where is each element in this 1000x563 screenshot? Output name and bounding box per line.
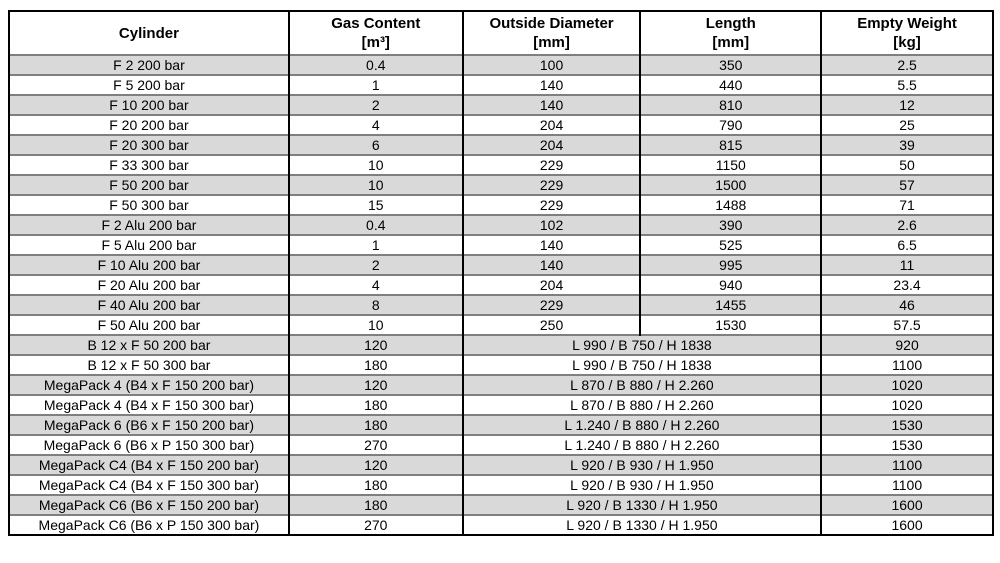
cell-dimensions: L 990 / B 750 / H 1838 <box>463 355 821 375</box>
cell-length: 810 <box>640 95 821 115</box>
cell-cylinder: B 12 x F 50 200 bar <box>10 335 289 355</box>
table-row <box>10 515 992 534</box>
cell-cylinder: F 40 Alu 200 bar <box>10 295 289 315</box>
cell-length: 1455 <box>640 295 821 315</box>
cell-gas-content: 4 <box>289 275 463 295</box>
cell-outside-diameter: 140 <box>463 255 641 275</box>
spec-table <box>10 12 992 534</box>
table-row <box>10 175 992 195</box>
cell-gas-content: 180 <box>289 395 463 415</box>
cell-empty-weight: 71 <box>821 195 992 215</box>
cell-dimensions: L 920 / B 1330 / H 1.950 <box>463 495 821 515</box>
cell-length: 995 <box>640 255 821 275</box>
cell-empty-weight: 1020 <box>821 375 992 395</box>
cell-empty-weight: 46 <box>821 295 992 315</box>
table-row <box>10 375 992 395</box>
cell-gas-content: 120 <box>289 455 463 475</box>
cell-dimensions: L 1.240 / B 880 / H 2.260 <box>463 435 821 455</box>
cell-empty-weight: 5.5 <box>821 75 992 95</box>
cell-gas-content: 270 <box>289 435 463 455</box>
cell-outside-diameter: 204 <box>463 135 641 155</box>
column-header-length <box>640 12 821 55</box>
cell-cylinder: MegaPack C6 (B6 x F 150 200 bar) <box>10 495 289 515</box>
cell-empty-weight: 39 <box>821 135 992 155</box>
cell-outside-diameter: 100 <box>463 55 641 75</box>
column-unit: [mm] <box>533 34 570 51</box>
cell-dimensions: L 870 / B 880 / H 2.260 <box>463 375 821 395</box>
cell-gas-content: 10 <box>289 175 463 195</box>
cell-dimensions: L 920 / B 1330 / H 1.950 <box>463 515 821 534</box>
cell-empty-weight: 1600 <box>821 515 992 534</box>
table-row <box>10 415 992 435</box>
cell-cylinder: MegaPack C4 (B4 x F 150 300 bar) <box>10 475 289 495</box>
table-row <box>10 255 992 275</box>
column-header-empty-weight <box>821 12 992 55</box>
cell-gas-content: 0.4 <box>289 215 463 235</box>
cell-outside-diameter: 229 <box>463 155 641 175</box>
cell-gas-content: 1 <box>289 235 463 255</box>
table-header <box>10 12 992 55</box>
cell-empty-weight: 1100 <box>821 455 992 475</box>
cell-empty-weight: 6.5 <box>821 235 992 255</box>
cell-empty-weight: 57.5 <box>821 315 992 335</box>
cell-empty-weight: 25 <box>821 115 992 135</box>
cell-length: 1150 <box>640 155 821 175</box>
table-row <box>10 395 992 415</box>
cell-gas-content: 10 <box>289 315 463 335</box>
table-row <box>10 335 992 355</box>
table-row <box>10 475 992 495</box>
cell-gas-content: 15 <box>289 195 463 215</box>
cell-cylinder: F 5 Alu 200 bar <box>10 235 289 255</box>
cell-outside-diameter: 204 <box>463 115 641 135</box>
table-row <box>10 295 992 315</box>
column-label: Gas Content <box>331 15 421 32</box>
cell-length: 940 <box>640 275 821 295</box>
cell-outside-diameter: 229 <box>463 195 641 215</box>
cell-gas-content: 180 <box>289 415 463 435</box>
cell-empty-weight: 57 <box>821 175 992 195</box>
cell-length: 815 <box>640 135 821 155</box>
cell-gas-content: 2 <box>289 255 463 275</box>
column-label: Outside Diameter <box>489 15 614 32</box>
table-row <box>10 455 992 475</box>
cell-cylinder: MegaPack 6 (B6 x P 150 300 bar) <box>10 435 289 455</box>
cell-cylinder: F 20 300 bar <box>10 135 289 155</box>
cylinder-spec-table <box>8 10 994 536</box>
cell-length: 790 <box>640 115 821 135</box>
cell-length: 1530 <box>640 315 821 335</box>
cell-cylinder: MegaPack 4 (B4 x F 150 300 bar) <box>10 395 289 415</box>
cell-cylinder: MegaPack C6 (B6 x P 150 300 bar) <box>10 515 289 534</box>
cell-gas-content: 270 <box>289 515 463 534</box>
cell-empty-weight: 50 <box>821 155 992 175</box>
cell-empty-weight: 11 <box>821 255 992 275</box>
cell-empty-weight: 2.6 <box>821 215 992 235</box>
table-row <box>10 355 992 375</box>
column-header-gas-content <box>289 12 463 55</box>
column-header-outside-diameter <box>463 12 641 55</box>
column-label: Length <box>705 15 756 32</box>
cell-cylinder: F 50 Alu 200 bar <box>10 315 289 335</box>
cell-outside-diameter: 204 <box>463 275 641 295</box>
cell-empty-weight: 2.5 <box>821 55 992 75</box>
cell-gas-content: 6 <box>289 135 463 155</box>
cell-dimensions: L 990 / B 750 / H 1838 <box>463 335 821 355</box>
cell-length: 350 <box>640 55 821 75</box>
table-row <box>10 135 992 155</box>
cell-outside-diameter: 140 <box>463 235 641 255</box>
cell-empty-weight: 1020 <box>821 395 992 415</box>
cell-cylinder: F 20 Alu 200 bar <box>10 275 289 295</box>
table-row <box>10 95 992 115</box>
cell-length: 1488 <box>640 195 821 215</box>
cell-empty-weight: 1100 <box>821 355 992 375</box>
cell-gas-content: 8 <box>289 295 463 315</box>
cell-gas-content: 120 <box>289 335 463 355</box>
table-body <box>10 55 992 534</box>
cell-outside-diameter: 229 <box>463 295 641 315</box>
cell-outside-diameter: 140 <box>463 75 641 95</box>
cell-cylinder: F 2 200 bar <box>10 55 289 75</box>
cell-gas-content: 180 <box>289 355 463 375</box>
cell-outside-diameter: 250 <box>463 315 641 335</box>
cell-gas-content: 2 <box>289 95 463 115</box>
cell-dimensions: L 920 / B 930 / H 1.950 <box>463 475 821 495</box>
cell-length: 440 <box>640 75 821 95</box>
cell-empty-weight: 1530 <box>821 435 992 455</box>
table-row <box>10 115 992 135</box>
cell-gas-content: 120 <box>289 375 463 395</box>
cell-empty-weight: 1100 <box>821 475 992 495</box>
cell-empty-weight: 23.4 <box>821 275 992 295</box>
cell-empty-weight: 920 <box>821 335 992 355</box>
table-row <box>10 55 992 75</box>
table-row <box>10 75 992 95</box>
table-header-row <box>10 12 992 55</box>
table-row <box>10 215 992 235</box>
cell-cylinder: MegaPack 4 (B4 x F 150 200 bar) <box>10 375 289 395</box>
cell-cylinder: F 10 Alu 200 bar <box>10 255 289 275</box>
cell-gas-content: 1 <box>289 75 463 95</box>
cell-cylinder: MegaPack 6 (B6 x F 150 200 bar) <box>10 415 289 435</box>
cell-gas-content: 4 <box>289 115 463 135</box>
cell-cylinder: MegaPack C4 (B4 x F 150 200 bar) <box>10 455 289 475</box>
cell-cylinder: F 5 200 bar <box>10 75 289 95</box>
table-row <box>10 195 992 215</box>
cell-dimensions: L 870 / B 880 / H 2.260 <box>463 395 821 415</box>
table-row <box>10 495 992 515</box>
cell-cylinder: B 12 x F 50 300 bar <box>10 355 289 375</box>
cell-length: 525 <box>640 235 821 255</box>
cell-dimensions: L 920 / B 930 / H 1.950 <box>463 455 821 475</box>
cell-cylinder: F 50 200 bar <box>10 175 289 195</box>
cell-outside-diameter: 140 <box>463 95 641 115</box>
cell-cylinder: F 2 Alu 200 bar <box>10 215 289 235</box>
cell-empty-weight: 1600 <box>821 495 992 515</box>
table-row <box>10 275 992 295</box>
cell-cylinder: F 10 200 bar <box>10 95 289 115</box>
column-label: Cylinder <box>118 24 179 42</box>
table-row <box>10 235 992 255</box>
table-row <box>10 155 992 175</box>
table-row <box>10 435 992 455</box>
column-unit: [m³] <box>361 34 390 51</box>
cell-gas-content: 0.4 <box>289 55 463 75</box>
cell-empty-weight: 12 <box>821 95 992 115</box>
cell-cylinder: F 50 300 bar <box>10 195 289 215</box>
cell-outside-diameter: 229 <box>463 175 641 195</box>
cell-empty-weight: 1530 <box>821 415 992 435</box>
cell-dimensions: L 1.240 / B 880 / H 2.260 <box>463 415 821 435</box>
cell-gas-content: 10 <box>289 155 463 175</box>
cell-length: 390 <box>640 215 821 235</box>
column-unit: [kg] <box>893 34 921 51</box>
cell-outside-diameter: 102 <box>463 215 641 235</box>
cell-gas-content: 180 <box>289 495 463 515</box>
cell-gas-content: 180 <box>289 475 463 495</box>
table-row <box>10 315 992 335</box>
cell-length: 1500 <box>640 175 821 195</box>
column-label: Empty Weight <box>857 15 957 32</box>
column-unit: [mm] <box>712 34 750 51</box>
cell-cylinder: F 33 300 bar <box>10 155 289 175</box>
column-header-cylinder <box>10 12 289 55</box>
cell-cylinder: F 20 200 bar <box>10 115 289 135</box>
